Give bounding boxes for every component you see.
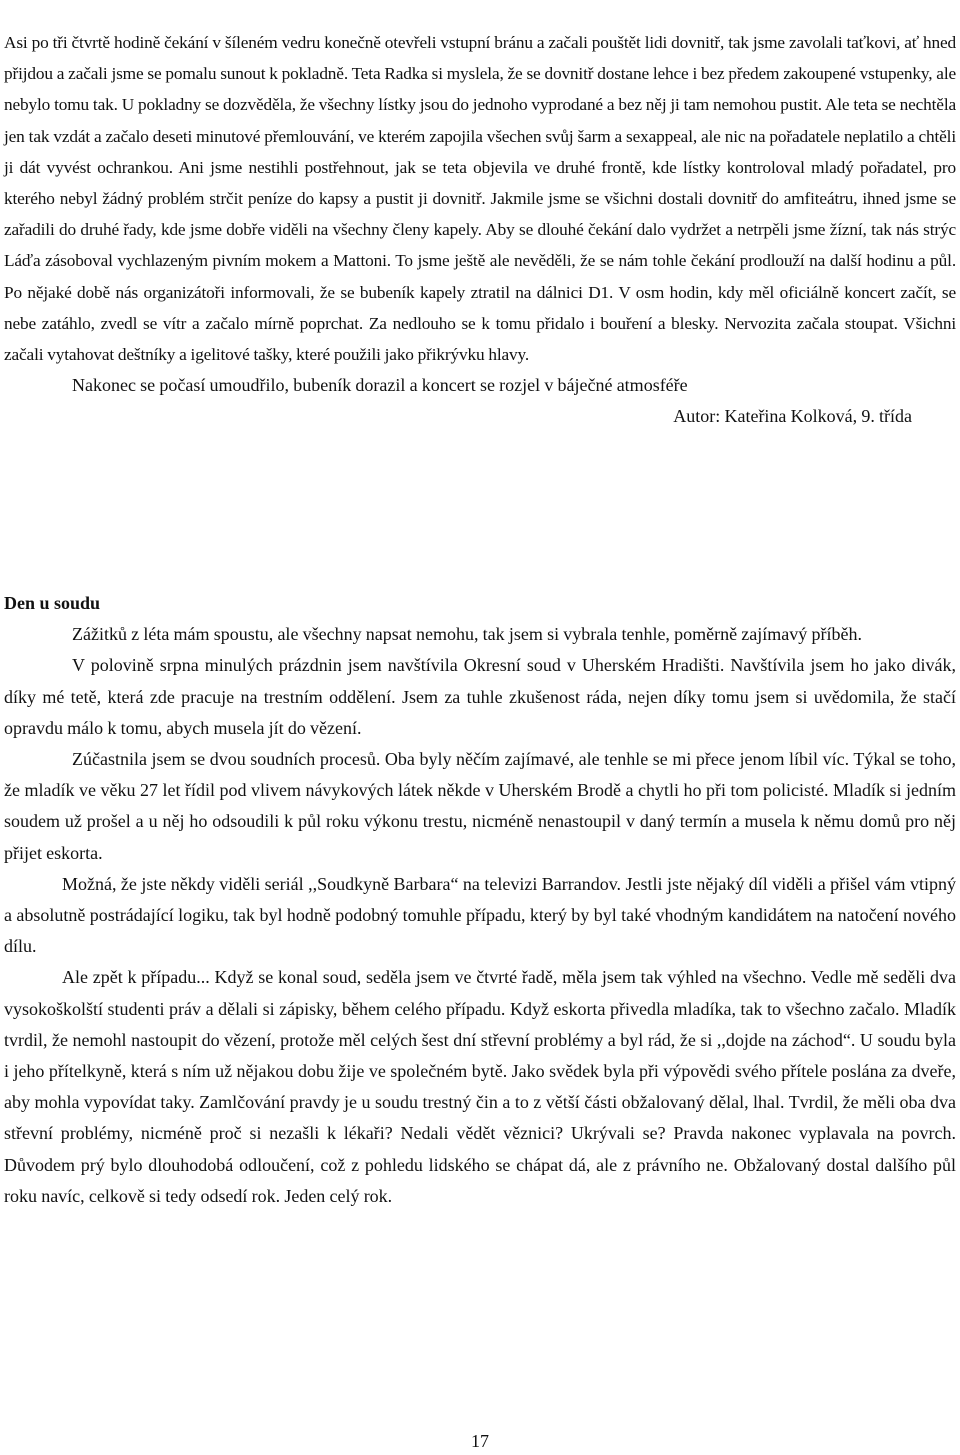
author-line: Autor: Kateřina Kolková, 9. třída [673,406,912,427]
story-court [4,588,956,1212]
story-paragraph: V polovině srpna minulých prázdnin jsem navštívila Okresní soud v Uherském Hradišti. Navštívila jsem ho jako divák, díky mé tetě, která zde pracuje na trestním oddělení. Jsem za tuhle zkušenost ráda, nejen díky tomu jsem si uvědomila, že stačí opravdu málo k tomu, abych musela jít do vězení. [4,655,956,738]
story-paragraph: Ale zpět k případu... Když se konal soud, seděla jsem ve čtvrté řadě, měla jsem tak výhled na všechno. Vedle mě seděli dva vysokoškolští studenti práv a dělali si zápisky, během celého případu. Když eskorta přivedla mladíka, tak to všechno začalo. Mladík tvrdil, že nemohl nastoupit do vězení, protože měl celých šest dní střevní problémy a byl rád, že si ,,dojde na záchod“. U soudu byla i jeho přítelkyně, která s ním už nějakou dobu žije ve společném bytě. Jako svědek byla při výpovědi svého přítele poslána za dveře, aby mohla vypovídat taky. Zamlčování pravdy je u soudu trestný čin a to z větší části obžalovaný dělal, lhal. Tvrdil, že měli oba dva střevní problémy, nicméně proč si nezašli k lékaři? Nedali vědět věznici? Ukrývali se? Pravda nakonec vyplavala na povrch. Důvodem prý bylo dlouhodobá odloučení, což z pohledu lidského se chápat dá, ale z právního ne. Obžalovaný dostal dalšího půl roku navíc, celkově si tedy odsedí rok. Jeden celý rok. [4,967,956,1206]
story-paragraph: Zúčastnila jsem se dvou soudních procesů. Oba byly něčím zajímavé, ale tenhle se mi přece jenom líbil víc. Týkal se toho, že mladík ve věku 27 let řídil pod vlivem návykových látek někde v Uherském Brodě a chytli ho při tom policisté. Mladík si jedním soudem už prošel a u něj ho odsoudili k půl roku výkonu trestu, nicméně nenastoupil v daný termín a musela k němu domů pro něj přijet eskorta. [4,749,956,863]
story-paragraph: Zážitků z léta mám spoustu, ale všechny napsat nemohu, tak jsem si vybrala tenhle, poměrně zajímavý příběh. [72,624,862,645]
section-heading: Den u soudu [4,593,101,613]
story-paragraph: Možná, že jste někdy viděli seriál ,,Soudkyně Barbara“ na televizi Barrandov. Jestli jste nějaký díl viděli a přišel vám vtipný a absolutně postrádající logiku, tak byl hodně podobný tomuhle případu, který by byl také vhodným kandidátem na natočení nového dílu. [4,873,956,957]
story-paragraph: Nakonec se počasí umoudřilo, bubeník dorazil a koncert se rozjel v báječné atmosféře [72,375,688,396]
page-number: 17 [471,1431,489,1451]
story-paragraph: Asi po tři čtvrtě hodině čekání v šíleném vedru konečně otevřeli vstupní bránu a začali pouštět lidi dovnitř, tak jsme zavolali taťkovi, ať hned přijdou a začali jsme se pomalu sunout k pokladně. Teta Radka si myslela, že se dovnitř dostane lehce i bez předem zakoupené vstupenky, ale nebylo tomu tak. U pokladny se dozvěděla, že všechny lístky jsou do jednoho vyprodané a bez něj ji tam nemohou pustit. Ale teta se nechtěla jen tak vzdát a začalo deseti minutové přemlouvání, ve kterém zapojila všechen svůj šarm a sexappeal, ale nic na pořadatele neplatilo a chtěli ji dát vyvést ochrankou. Ani jsme nestihli postřehnout, jak se teta objevila ve druhé frontě, kde lístky kontroloval mladý pořadatel, pro kterého nebyl žádný problém strčit peníze do kapsy a pustit ji dovnitř. Jakmile jsme se všichni dostali dovnitř do amfiteátru, ihned jsme se zařadili do druhé řady, kde jsme dobře viděli na všechny členy kapely. Aby se dlouhé čekání dalo vydržet a netrpěli jsme žízní, tak nás strýc Láďa zásoboval vychlazeným pivním mokem a Mattoni. To jsme ještě ale nevěděli, že se nám tohle čekání prodlouží na další hodinu a půl. Po nějaké době nás organizátoři informovali, že se bubeník kapely ztratil na dálnici D1. V osm hodin, kdy měl oficiálně koncert začít, se nebe zatáhlo, zvedl se vítr a začalo mírně poprchat. Za nedlouho se k tomu přidalo i bouření a blesky. Nervozita začala stoupat. Všichni začali vytahovat deštníky a igelitové tašky, které použili jako přikrývku hlavy. [4,33,956,365]
story-concert [4,27,956,433]
